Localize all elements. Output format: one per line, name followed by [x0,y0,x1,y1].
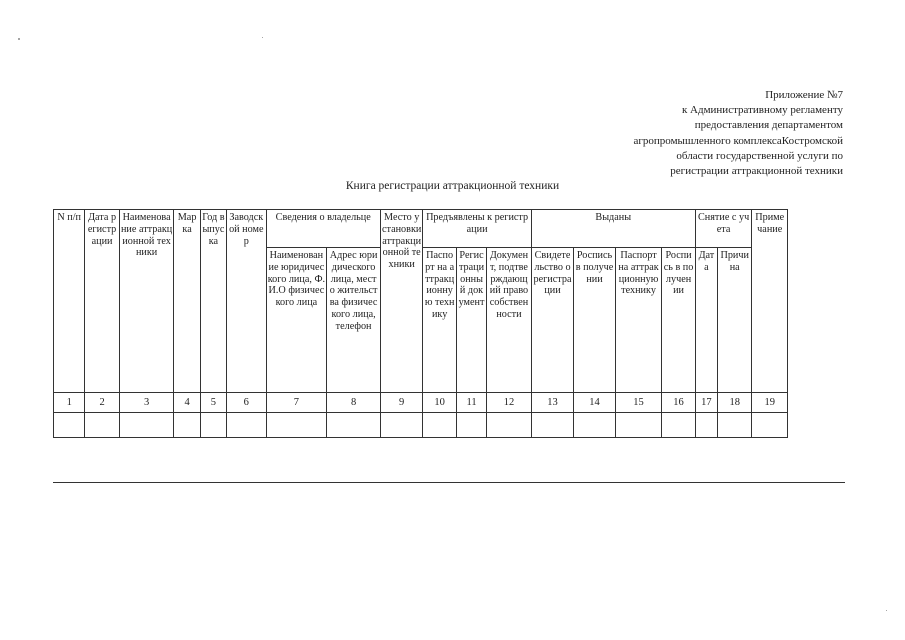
empty-cell [200,413,226,438]
header-location: Место установки аттракционной техники [380,210,423,393]
empty-entry-row [54,413,788,438]
column-number: 1 [54,393,85,413]
scan-speck [262,37,263,38]
header-receipt-2: Роспись в получении [662,248,695,393]
column-number: 5 [200,393,226,413]
appendix-block [583,88,843,179]
empty-cell [718,413,752,438]
column-number: 4 [174,393,200,413]
empty-cell [662,413,695,438]
header-removal-reason: Причина [718,248,752,393]
header-note: Примечание [752,210,788,393]
column-number: 11 [456,393,486,413]
column-number: 8 [327,393,381,413]
appendix-line: агропромышленного комплексаКостромской [633,134,843,147]
column-number: 10 [423,393,456,413]
column-number: 18 [718,393,752,413]
empty-cell [752,413,788,438]
empty-cell [456,413,486,438]
header-presented-group: Предъявлены к регистрации [423,210,531,248]
appendix-line: Приложение №7 [765,89,843,101]
scan-speck [886,610,887,611]
header-owner-address: Адрес юридического лица, место жительства физического лица, телефон [327,248,381,393]
column-number: 6 [227,393,266,413]
bottom-rule-line [53,482,845,483]
empty-cell [423,413,456,438]
column-number: 16 [662,393,695,413]
appendix-line: к Административному регламенту [681,104,843,117]
header-num: N п/п [54,210,85,393]
header-reg-date: Дата регистрации [85,210,119,393]
empty-cell [85,413,119,438]
empty-cell [119,413,174,438]
header-owner-name: Наименование юридического лица, Ф.И.О физического лица [266,248,327,393]
header-brand: Марка [174,210,200,393]
column-number: 13 [531,393,574,413]
empty-cell [574,413,616,438]
appendix-line: предоставления департаментом [694,119,843,132]
header-serial: Заводской номер [227,210,266,393]
header-tech-passport: Паспорт на аттракционную технику [615,248,662,393]
empty-cell [174,413,200,438]
empty-cell [615,413,662,438]
header-year: Год выпуска [200,210,226,393]
header-owner-group: Сведения о владельце [266,210,380,248]
registration-table [53,209,788,438]
column-number: 19 [752,393,788,413]
header-removal-group: Снятие с учета [695,210,752,248]
appendix-line: регистрации аттракционной техники [670,165,843,178]
column-number-row [54,393,788,413]
empty-cell [487,413,532,438]
column-number: 12 [487,393,532,413]
header-passport: Паспорт на аттракционную технику [423,248,456,393]
header-ownership-doc: Документ, подтверждающий право собственности [487,248,532,393]
column-number: 17 [695,393,717,413]
column-number: 14 [574,393,616,413]
empty-cell [327,413,381,438]
header-reg-doc: Регистрационный документ [456,248,486,393]
column-number: 9 [380,393,423,413]
header-name: Наименование аттракционной техники [119,210,174,393]
appendix-line: области государственной услуги по [676,149,843,162]
header-removal-date: Дата [695,248,717,393]
column-number: 2 [85,393,119,413]
empty-cell [227,413,266,438]
empty-cell [54,413,85,438]
empty-cell [531,413,574,438]
empty-cell [266,413,327,438]
header-certificate: Свидетельство о регистрации [531,248,574,393]
empty-cell [380,413,423,438]
document-title: Книга регистрации аттракционной техники [345,180,560,192]
empty-cell [695,413,717,438]
scan-speck [18,38,20,40]
column-number: 7 [266,393,327,413]
header-issued-group: Выданы [531,210,695,248]
column-number: 15 [615,393,662,413]
header-receipt-1: Роспись в получении [574,248,616,393]
column-number: 3 [119,393,174,413]
